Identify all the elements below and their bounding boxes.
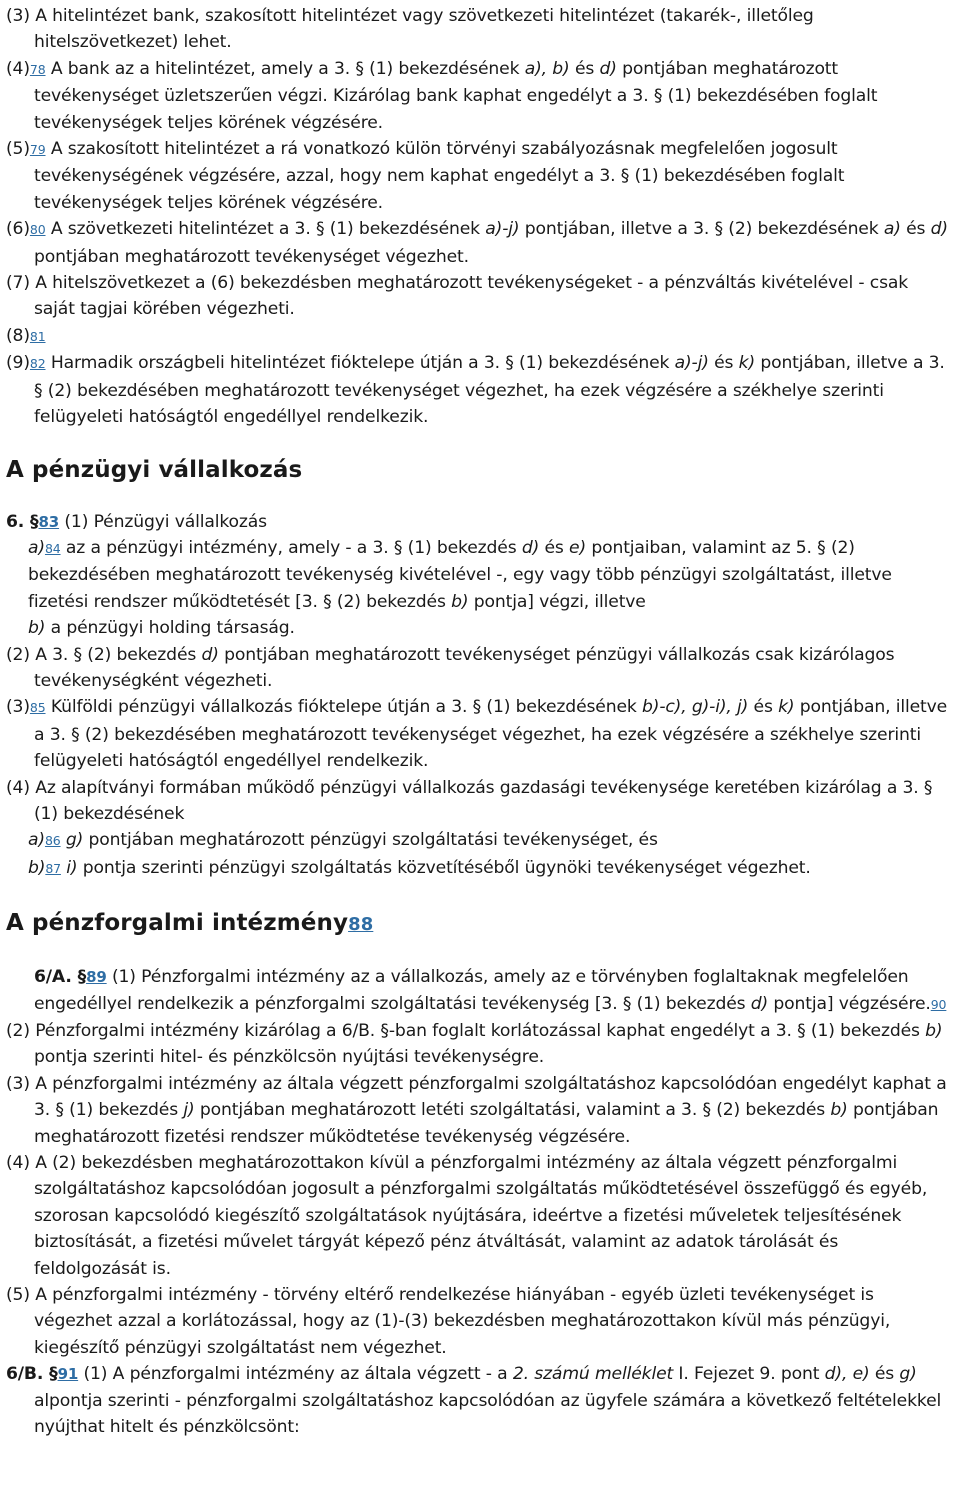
- para-text: a pénzügyi holding társaság.: [45, 618, 295, 639]
- para-text: és: [708, 353, 739, 374]
- section-number: 6/A.: [34, 967, 72, 988]
- point-ref: g): [899, 1364, 917, 1385]
- para-text: pontjában meghatározott tevékenységet üzletszerűen végzi. Kizárólag bank kaphat engedélyt a 3. § (1) bekezdésében foglalt tevékenységek teljes körének végzésére.: [34, 58, 878, 133]
- point-ref: d): [750, 993, 769, 1014]
- point-ref: b): [925, 1021, 943, 1041]
- para-number: (6): [6, 219, 30, 240]
- point-ref: d): [521, 537, 540, 558]
- para-text: és: [900, 219, 931, 240]
- section-sign: §: [24, 511, 39, 532]
- para-text: és: [539, 537, 570, 558]
- footnote-link[interactable]: 80: [29, 222, 46, 238]
- para-text: (1) Pénzügyi vállalkozás: [59, 511, 267, 532]
- para-text: (2) Pénzforgalmi intézmény kizárólag a 6/B. §-ban foglalt korlátozással kaphat engedélyt a 3. § (1) bekezdés: [6, 1021, 926, 1041]
- section-6A-paragraph-3: [6, 1071, 954, 1150]
- point-label: b): [28, 618, 46, 639]
- point-ref: i): [60, 857, 78, 878]
- section-6A-paragraph-4: (4) A (2) bekezdésben meghatározottakon kívül a pénzforgalmi intézmény az általa végzett pénzforgalmi szolgáltatáshoz kapcsolódóan jogosult a pénzforgalmi szolgáltatás működtetésével összefüggő és egyéb, szorosan kapcsolódó kiegészítő szolgáltatások nyújtására, ideértve a fizetési műveletek teljesítésének biztosítását, a fizetési művelet tárgyát képező pénz átváltását, valamint az adatok tárolását és feldolgozását is.: [6, 1153, 928, 1279]
- para-number: (5): [6, 139, 30, 160]
- section-6-paragraph-4-point-b: [6, 855, 954, 882]
- heading-text: A pénzforgalmi intézmény: [6, 910, 349, 937]
- section-heading-penzugyi-vallalkozas: A pénzügyi vállalkozás: [6, 456, 303, 483]
- footnote-link[interactable]: 84: [44, 540, 61, 556]
- point-ref: d): [201, 644, 219, 665]
- paragraph-6: [6, 216, 954, 270]
- para-number: (3): [6, 697, 30, 718]
- footnote-link[interactable]: 87: [45, 860, 61, 876]
- footnote-link[interactable]: 79: [29, 142, 46, 158]
- para-text: és: [748, 697, 779, 718]
- paragraph-8: [6, 323, 954, 350]
- point-ref: j): [183, 1100, 195, 1121]
- para-text: pontja szerinti pénzügyi szolgáltatás közvetítéséből ügynöki tevékenységet végezhet.: [77, 857, 811, 878]
- para-text: az a pénzügyi intézmény, amely - a 3. § (1) bekezdés: [60, 537, 522, 558]
- section-number: 6.: [6, 511, 25, 532]
- para-text: pontjában meghatározott letéti szolgáltatási, valamint a 3. § (2) bekezdés: [194, 1100, 831, 1121]
- footnote-link[interactable]: 86: [44, 833, 61, 849]
- para-text: pontjában meghatározott fizetési rendszer működtetése tevékenység végzésére.: [34, 1100, 939, 1147]
- para-text: alpontja szerinti - pénzforgalmi szolgáltatáshoz kapcsolódóan az ügyfele számára a következő feltételekkel nyújthat hitelt és pénzkölcsönt:: [34, 1390, 942, 1438]
- para-number: (9): [6, 353, 30, 374]
- para-number: (8): [6, 325, 30, 346]
- paragraph-4: [6, 56, 954, 136]
- section-6-paragraph-1: [6, 509, 954, 535]
- point-label: b): [28, 857, 46, 878]
- para-text: pontjában meghatározott tevékenységet végezhet.: [34, 246, 469, 267]
- point-ref: b)-c), g)-i), j): [642, 697, 749, 718]
- point-ref: g): [60, 830, 84, 851]
- para-text: és: [569, 58, 600, 79]
- footnote-link[interactable]: 90: [930, 996, 947, 1012]
- point-ref: d): [930, 219, 948, 240]
- section-number: 6/B.: [6, 1364, 44, 1385]
- para-text: pontja] végzésére.: [768, 993, 931, 1014]
- section-6-paragraph-4: (4) Az alapítványi formában működő pénzügyi vállalkozás gazdasági tevékenysége keretében kizárólag a 3. § (1) bekezdésének: [6, 777, 933, 824]
- section-6-point-b: [6, 615, 954, 641]
- section-sign: §: [71, 967, 87, 988]
- annex-ref: 2. számú melléklet: [512, 1364, 674, 1385]
- para-text: pontja szerinti hitel- és pénzkölcsön nyújtási tevékenységre.: [34, 1047, 545, 1068]
- para-text: pontjaiban, valamint az 5. § (2) bekezdésében meghatározott tevékenység kivételével -, egy vagy több pénzügyi szolgáltatást, illetve fizetési rendszer működtetését [3. § (2) bekezdés: [28, 537, 892, 612]
- footnote-link[interactable]: 82: [29, 356, 46, 372]
- para-text: (1) A pénzforgalmi intézmény az általa végzett - a: [78, 1364, 513, 1385]
- section-6B-paragraph-1: [6, 1361, 954, 1440]
- point-ref: d), e): [824, 1364, 870, 1385]
- para-text: pontjában, illetve a 3. § (2) bekezdésében meghatározott tevékenységet végezhet, ha ezek végzésére a székhelye szerinti felügyeleti hatóságtól engedéllyel rendelkezik.: [34, 353, 945, 428]
- para-text: I. Fejezet 9. pont: [673, 1364, 825, 1385]
- point-ref: k): [738, 353, 755, 374]
- point-ref: d): [599, 58, 617, 79]
- point-ref: b): [451, 591, 469, 612]
- para-text: (1) Pénzforgalmi intézmény az a vállalkozás, amely az e törvényben foglaltaknak megfelelően engedéllyel rendelkezik a pénzforgalmi szolgáltatási tevékenység [3. § (1) bekezdés: [34, 967, 909, 1014]
- footnote-link[interactable]: 85: [29, 700, 46, 716]
- paragraph-3: (3) A hitelintézet bank, szakosított hitelintézet vagy szövetkezeti hitelintézet (takarék-, illetőleg hitelszövetkezet) lehet.: [6, 6, 814, 53]
- point-ref: a)-j): [674, 353, 709, 374]
- point-ref: a)-j): [485, 219, 520, 240]
- point-label: a): [28, 830, 45, 851]
- para-text: A szövetkezeti hitelintézet a 3. § (1) bekezdésének: [45, 219, 486, 240]
- para-text: pontjában, illetve a 3. § (2) bekezdésének: [519, 219, 884, 240]
- para-text: Harmadik országbeli hitelintézet fióktelepe útján a 3. § (1) bekezdésének: [45, 353, 675, 374]
- section-6-paragraph-4-point-a: [6, 827, 954, 854]
- section-6-paragraph-3: [6, 694, 954, 774]
- point-ref: b): [830, 1100, 848, 1121]
- para-text: Külföldi pénzügyi vállalkozás fióktelepe útján a 3. § (1) bekezdésének: [45, 697, 643, 718]
- para-text: pontja] végzi, illetve: [468, 591, 646, 612]
- section-6A-paragraph-1: [6, 964, 954, 1018]
- para-text: (2) A 3. § (2) bekezdés: [6, 644, 202, 665]
- para-text: és: [869, 1364, 900, 1385]
- para-text: A bank az a hitelintézet, amely a 3. § (1) bekezdésének: [45, 58, 525, 79]
- section-sign: §: [43, 1364, 58, 1385]
- para-text: pontjában meghatározott tevékenységet pénzügyi vállalkozás csak kizárólagos tevékenységként végezheti.: [34, 644, 895, 691]
- footnote-link[interactable]: 91: [57, 1365, 79, 1384]
- footnote-link[interactable]: 88: [348, 914, 374, 936]
- section-6-paragraph-2: [6, 642, 954, 695]
- section-6A-paragraph-2: [6, 1018, 954, 1071]
- paragraph-5: [6, 136, 954, 216]
- point-ref: e): [569, 537, 587, 558]
- point-ref: a): [883, 219, 901, 240]
- para-text: pontjában, illetve a 3. § (2) bekezdésében meghatározott tevékenységet végezhet, ha ezek végzésére a székhelye szerinti felügyeleti hatóságtól engedéllyel rendelkezik.: [34, 697, 948, 772]
- para-text: pontjában meghatározott pénzügyi szolgáltatási tevékenységet, és: [83, 830, 658, 851]
- point-label: a): [28, 537, 45, 558]
- point-ref: k): [778, 697, 795, 718]
- footnote-link[interactable]: 78: [29, 61, 46, 77]
- paragraph-9: [6, 350, 954, 430]
- para-number: (4): [6, 58, 30, 79]
- footnote-link[interactable]: 81: [29, 328, 46, 344]
- para-text: A szakosított hitelintézet a rá vonatkozó külön törvényi szabályozásnak megfelelően jogosult tevékenységének végzésére, azzal, hogy nem kaphat engedélyt a 3. § (1) bekezdésében foglalt tevékenységek teljes körének végzésére.: [34, 139, 845, 213]
- para-text: (3) A pénzforgalmi intézmény az általa végzett pénzforgalmi szolgáltatáshoz kapcsolódóan engedélyt kaphat a 3. § (1) bekezdés: [6, 1073, 947, 1121]
- section-6-point-a: [6, 535, 954, 615]
- point-ref: a), b): [524, 58, 570, 79]
- section-6A-paragraph-5: (5) A pénzforgalmi intézmény - törvény eltérő rendelkezése hiányában - egyéb üzleti tevékenységet is végezhet azzal a korlátozással, hogy az (1)-(3) bekezdésben meghatározottakon kívül más pénzügyi, kiegészítő pénzügyi szolgáltatást nem végezhet.: [6, 1285, 891, 1358]
- footnote-link[interactable]: 89: [86, 968, 107, 987]
- paragraph-7: (7) A hitelszövetkezet a (6) bekezdésben meghatározott tevékenységeket - a pénzváltás kivételével - csak saját tagjai körében végezheti.: [6, 273, 909, 320]
- section-heading-penzforgalmi-intezmeny: [6, 908, 954, 940]
- footnote-link[interactable]: 83: [38, 512, 60, 531]
